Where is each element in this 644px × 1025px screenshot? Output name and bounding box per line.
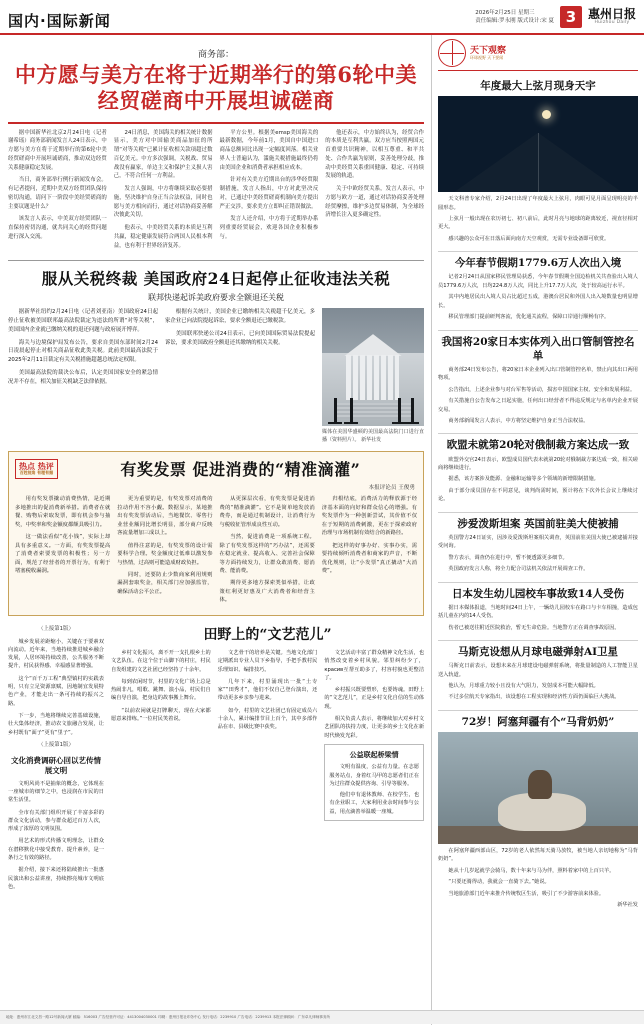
paragraph: 文明有温度，公益有力量。在志愿服务站点，身着红马甲的志愿者们正在为过往群众提供咨询、引导等服务。 bbox=[329, 764, 420, 787]
paragraph: 欧盟外交官24日表示，欧盟成员国代表未就第20轮对俄制裁方案达成一致，相关磋商将继续进行。 bbox=[438, 456, 638, 472]
section-title: 国内·国际新闻 bbox=[8, 12, 111, 30]
paragraph: 24日消息，美国海关的相关统计数据显示，美方对中国输美商品加征的所谓“对等关税”已累计征收相关款项超过数百亿美元。中方多次强调，关税战、贸易战没有赢家，单边主义和保护主义损人害己，不符合任何一方利益。 bbox=[113, 129, 213, 180]
rail-item bbox=[438, 641, 638, 711]
paragraph: 乡村振兴既要塑形，也要铸魂。田野上的“文艺范儿”，正是乡村文化自信的生动体现。 bbox=[324, 687, 425, 710]
paragraph: 在阿塞拜疆西部山区，72岁的老人依然每天骑马放牧，被当地人亲切地称为“马背奶奶”。 bbox=[438, 848, 638, 863]
hot-col-1 bbox=[15, 495, 110, 609]
editor-credits: 责任编辑:罗永刚 版式设计:宋 夏 bbox=[475, 18, 554, 24]
moon-icon bbox=[542, 110, 551, 119]
rail-headline: 年度最大上弦月现身天宇 bbox=[480, 80, 596, 92]
paragraph: 商务部24日发布公告，将20家日本企业列入出口管制管控名单，禁止向其出口两用物项。 bbox=[438, 366, 638, 382]
sub-article-title: 公益联起桥梁情 bbox=[349, 750, 399, 759]
page-body bbox=[0, 35, 644, 1025]
rail-text bbox=[438, 366, 638, 426]
continued-source-1: （上接第1版） bbox=[38, 625, 74, 632]
paragraph: 当地旅游部门近年来推介传统牧区生活，吸引了不少游客前来体验。 bbox=[448, 890, 605, 897]
paragraph: 乡村文化振兴，离不开一支扎根乡土的文艺队伍。在这个位于山脚下的村庄，村民自发组建的文艺社团已经坚持了十余年。 bbox=[111, 649, 211, 673]
page-number: 3 bbox=[560, 6, 582, 28]
paragraph: 同时，还要防止少数商家利用规则漏洞套取奖金，相关部门应加强监管，确保活动公平公正。 bbox=[117, 572, 213, 595]
page-footer bbox=[0, 1010, 644, 1024]
badge-line-2: 热评 bbox=[37, 460, 54, 471]
paragraph: 当然，促进消费是一项系统工程。除了有奖发票这样的“巧办法”，还需要在稳定就业、提高收入、完善社会保障等方面持续发力，让群众敢消费、愿消费、能消费。 bbox=[219, 534, 315, 574]
rail-text bbox=[438, 534, 638, 574]
masthead-meta bbox=[475, 9, 554, 26]
monument-edge bbox=[538, 133, 539, 193]
rail-headline: 我国将20家日本实体列入出口管制管控名单 bbox=[441, 335, 635, 362]
paragraph: 把这样的好事办好、实事办实，需要持续倾听消费者和商家的声音，不断优化规则，让“小发票”真正撬动“大消费”。 bbox=[321, 542, 417, 574]
paragraph: 英国政府发言人称，将全力配合司法机关依法开展调查工作。 bbox=[448, 566, 589, 573]
paragraph: 移民管理部门提前研判客流，优化通关流程，保障口岸通行顺畅有序。 bbox=[448, 314, 610, 321]
paragraph: 伤者已被送往附近医院救治，暂无生命危险。当地警方正在调查事故原因。 bbox=[448, 624, 620, 631]
paragraph: 商务部新闻发言人表示，中方将坚定维护自身正当合法权益。 bbox=[448, 418, 589, 425]
paragraph: 期待更多地方探索类似举措，让政策红利更好惠及广大消费者和经营主体。 bbox=[219, 580, 315, 604]
tripod-icon bbox=[392, 398, 406, 424]
rail-title: 天下观察 bbox=[470, 45, 507, 56]
lead-headline: 中方愿与美方在将于近期举行的第6轮中美经贸磋商中开展坦诚磋商 bbox=[14, 62, 418, 114]
night-sky-photo bbox=[438, 96, 638, 192]
paragraph: 由于部分成员国存在不同意见，谈判尚需时间，预计将在下次外长会议上继续讨论。 bbox=[438, 487, 638, 503]
columns-row bbox=[346, 355, 399, 400]
paragraph: 美国最高法院的裁决公布后，认定美国国家安全的紧急情况并不存在，相关加征关税缺乏法律依据。 bbox=[8, 369, 158, 385]
paragraph: “只要还骑得动，我就会一直骑下去。”她说。 bbox=[448, 879, 550, 886]
paragraph: 更为重要的是，有奖发票对消费的拉动作用不容小觑。数据显示，某地推出有奖发票活动后，当地餐饮、零售行业营业额同比增长明显，部分商户反映客流量增加三成以上。 bbox=[117, 496, 213, 537]
paragraph: 归根结底，消费活力的释放源于经济基本面的向好和群众信心的增强。有奖发票作为一种创新尝试，其价值不仅在于短期的消费刺激，更在于探索政府治理与市场机制有效结合的新路径。 bbox=[321, 496, 417, 537]
hot-topic-box bbox=[8, 451, 424, 616]
story2-text-col-1 bbox=[8, 308, 158, 444]
paragraph: 每到农闲时节，村里的文化广场上总是热闹非凡，唱歌、跳舞、演小品，村民们自编自导自演，把身边的故事搬上舞台。 bbox=[111, 678, 211, 702]
continued-subheadline: 文化消费调研心回以艺传情展文明 bbox=[11, 755, 101, 776]
paragraph: 当日，商务部举行例行新闻发布会。有记者提问，近期中美双方经贸团队保持密切沟通，请问下一阶段中美经贸磋商的主要议题是什么？ bbox=[8, 177, 107, 210]
rail-item bbox=[438, 75, 638, 252]
tripod-icon bbox=[405, 398, 419, 424]
paragraph: 平方公里。根据美emsp美国海关的最新数据，今年前1月，美国自中国进口商品总额同比出现一定幅度回落。相关业界人士普遍认为，滥施关税措施最终仍将由美国企业和消费者承担相应成本。 bbox=[219, 129, 319, 171]
paragraph: 全市有关部门组织开展了丰富多彩的群众文化活动，参与群众超过百万人次，形成了浓厚的文明氛围。 bbox=[8, 809, 104, 833]
story2-subhead: 联邦快递起诉美政府要求全额退还关税 bbox=[148, 293, 284, 303]
hot-topic-header bbox=[15, 457, 417, 480]
paragraph: 其中内地居民出入境人员占比超过五成，港澳台居民和外国人出入境数量也明显增长。 bbox=[438, 294, 638, 309]
paragraph: 上弦月一般出现在农历初七、初八前后，此时月亮与地球的距离较近，视直径相对更大。 bbox=[438, 216, 638, 231]
hot-topic-badge bbox=[15, 459, 58, 479]
main-column bbox=[0, 35, 432, 1025]
rail-item bbox=[438, 434, 638, 512]
paragraph: 这个“百千万工程”典型镇村的实践表明，只有立足资源禀赋，因地制宜发展特色产业，才能走出一条可持续的振兴之路。 bbox=[8, 675, 104, 707]
story2-headline: 服从关税终裁 美国政府24日起停止征收违法关税 bbox=[41, 269, 391, 289]
lead-body bbox=[8, 129, 424, 255]
divider-red bbox=[8, 122, 424, 124]
paragraph: 文明风尚不是抽象的概念，它体现在一座城市的细节之中，也浸润在市民的日常生活里。 bbox=[8, 780, 104, 804]
paragraph: 根据有关统计，美国企业已缴纳相关关税超千亿美元，多家企业已向法院提起诉讼，要求全额退还已缴税款。 bbox=[165, 309, 315, 324]
feature-story bbox=[111, 623, 424, 895]
paragraph: 感兴趣的公众可在日落后面向南方天空观赏，无需专业设备即可欣赏。 bbox=[448, 235, 610, 242]
hot-col-4 bbox=[322, 495, 417, 609]
hot-topic-headline: 有奖发票 促进消费的“精准滴灌” bbox=[120, 460, 361, 480]
masthead bbox=[0, 0, 644, 35]
badge-line-1: 热点 bbox=[19, 460, 35, 471]
rail-item bbox=[438, 331, 638, 435]
paragraph: 据日本媒体报道，当地时间24日上午，一辆幼儿园校车在路口与卡车相撞，造成包括儿童在内的14人受伤。 bbox=[438, 604, 638, 620]
rail-headline: 马斯克设想从月球电磁弹射AI卫星 bbox=[457, 646, 619, 659]
lead-col-4 bbox=[325, 129, 424, 255]
badge-subtitle: 百姓视角 有理有据 bbox=[19, 470, 54, 476]
paragraph: 这一做法看似“花小钱”，实际上却具有多重意义。一方面，有奖发票提高了消费者索要发票的积极性；另一方面，规范了经营者的开票行为，有利于堵塞税收漏洞。 bbox=[15, 534, 111, 574]
masthead-right bbox=[475, 6, 636, 28]
paragraph: 他还表示，中方始终认为，经贸合作的本质是互利共赢。双方应当按照两国元首重要共识精神，以相互尊重、和平共处、合作共赢为原则，妥善处理分歧，推动中美经贸关系重回健康、稳定、可持续发展的轨道。 bbox=[325, 129, 424, 180]
globe-icon bbox=[438, 39, 466, 67]
lead-col-1 bbox=[8, 129, 107, 255]
hot-col-2 bbox=[117, 495, 212, 609]
rail-headline: 今年春节假期1779.6万人次出入境 bbox=[454, 257, 622, 270]
paragraph: 不过多位航天专家指出，该设想在工程实现和经济性方面仍面临巨大挑战。 bbox=[448, 694, 620, 701]
paragraph: 相关负责人表示，将继续加大对乡村文艺团队的扶持力度，让更多的乡土文化在新时代焕发光彩。 bbox=[324, 716, 425, 739]
story2-figure bbox=[322, 308, 424, 444]
paragraph: 他们中有退休教师、在校学生，也有企业职工，大家利用业余时间参与公益，用点滴善举温暖一座城。 bbox=[329, 792, 420, 815]
horse-rider-photo bbox=[438, 732, 638, 844]
sub-article-box bbox=[324, 744, 424, 821]
right-rail bbox=[432, 35, 644, 1025]
hot-col-3 bbox=[220, 495, 315, 609]
rail-text bbox=[438, 273, 638, 321]
paragraph: 据介绍，接下来还将陆续推出一批惠民演出和公益讲座，持续擦亮城市文明底色。 bbox=[8, 867, 104, 891]
paragraph: 发言人强调，中方将继续采取必要措施，坚决维护自身正当合法权益，同时也愿与美方相向而行，通过对话协商妥善解决彼此关切。 bbox=[113, 186, 213, 219]
footer-text: 地址：惠州市江北文昌一路12号新闻大厦 邮编：516003 广告经营许可证：4413004030001 印刷：惠州日报社印务中心 发行电话：2239910 广告电话：2239913 本报法律顾问：广东卓凡律师事务所 bbox=[6, 1015, 331, 1019]
tripod-icon bbox=[344, 398, 358, 424]
rail-logo-text bbox=[470, 46, 506, 61]
rail-text bbox=[438, 604, 638, 632]
paragraph: 文艺骨干的培养是关键。当地文化部门定期派出专业人员下乡指导，手把手教村民乐理知识、编排技巧。 bbox=[217, 649, 318, 673]
paragraph: 警方表示，调查仍在进行中，暂不便透露更多细节。 bbox=[448, 554, 568, 561]
feature-headline: 田野上的“文艺范儿” bbox=[203, 626, 332, 643]
bottom-section bbox=[8, 623, 424, 895]
paragraph: 几年下来，村里涌现出一批“土专家”“田秀才”，他们不仅自己登台演出，还带动更多乡亲参与进来。 bbox=[217, 678, 318, 702]
lead-col-2 bbox=[114, 129, 213, 255]
tripod-icon bbox=[328, 398, 342, 424]
rail-headline: 涉爱泼斯坦案 英国前驻美大使被捕 bbox=[457, 517, 619, 530]
paragraph: 文艺活动丰富了群众精神文化生活，也悄然改变着乡村风貌。邻里纠纷少了，красив互帮互助多了，村容村貌也更整洁了。 bbox=[324, 649, 425, 681]
paragraph: 有关措施自公告发布之日起实施，任何出口经营者不得违反规定与名单内企业开展交易。 bbox=[438, 398, 638, 413]
paper-logo bbox=[588, 8, 636, 26]
continued-column bbox=[8, 623, 104, 895]
lead-col-3 bbox=[220, 129, 319, 255]
rail-text bbox=[438, 847, 638, 910]
lead-kicker: 商务部： bbox=[197, 50, 234, 60]
paragraph: 马斯克日前表示，设想未来在月球建设电磁弹射系统，将批量制造的人工智能卫星送入轨道。 bbox=[438, 663, 638, 678]
paragraph: “以前农闲就是打牌聊天，现在大家都愿意来排练。”一位村民笑着说。 bbox=[111, 707, 211, 723]
paragraph: 海关与边境保护局发布公告，要求自美国东部时间2月24日凌晨起停止对相关商品征收此类关税。此前美国最高法院于2025年2月11日裁定有关关税措施超越总统法定权限。 bbox=[8, 339, 158, 363]
rail-item bbox=[438, 252, 638, 330]
rail-headline: 日本发生幼儿园校车事故致14人受伤 bbox=[451, 587, 625, 600]
paragraph: 发言人还介绍，中方将于近期举办系列重要经贸展会，欢迎各国企业积极参与。 bbox=[219, 216, 319, 240]
rail-item bbox=[438, 513, 638, 583]
rail-text bbox=[438, 195, 638, 243]
story2-text-col-2 bbox=[165, 308, 315, 444]
paragraph: 据新华社纽约2月24日电（记者刘亚南）美国政府24日起停止征收被美国联邦最高法院裁定为违法的所谓“对等关税”，美国国内企业就已缴纳关税的退还问题与政府展开博弈。 bbox=[8, 309, 158, 333]
paragraph: 值得注意的是，有奖发票的设计需要科学合理。奖金额度过低难以激发参与热情，过高则可能造成财政负担。 bbox=[117, 542, 213, 566]
paper-name-en: Huizhou Daily bbox=[594, 20, 630, 26]
hot-topic-byline: 本报评论员 王俊勇 bbox=[368, 485, 415, 492]
paragraph: 用有奖发票撬动消费热情，是近期多地推出的促消费新举措。消费者在就餐、购物后索取发票，即有机会参与抽奖，中奖率和奖金额度都颇具吸引力。 bbox=[15, 496, 111, 528]
feature-col-3 bbox=[324, 649, 424, 821]
feature-col-2 bbox=[218, 649, 318, 821]
rail-logo bbox=[438, 39, 638, 71]
feature-col-1 bbox=[111, 649, 211, 821]
paragraph: 关于中欧经贸关系，发言人表示，中方愿与欧方一道，通过对话协商妥善处理经贸摩擦，维护多边贸易体制，为全球经济增长注入更多确定性。 bbox=[325, 186, 424, 219]
rail-text bbox=[438, 662, 638, 702]
feature-body bbox=[111, 649, 424, 821]
paper-name-cn: 惠州日报 bbox=[587, 6, 636, 21]
rail-subtitle: 环球视野 天下要闻 bbox=[470, 54, 504, 60]
rider-shape bbox=[528, 770, 552, 799]
hot-topic-body bbox=[15, 495, 417, 609]
rail-headline: 欧盟未就第20轮对俄制裁方案达成一致 bbox=[446, 439, 630, 452]
rail-item bbox=[438, 711, 638, 918]
paragraph: 英国警方24日证实，因涉及爱泼斯坦案相关调查，英国前驻美国大使已被逮捕并接受问询。 bbox=[438, 534, 638, 550]
story2 bbox=[8, 308, 424, 444]
paragraph: 该发言人表示，中美双方经贸团队一直保持密切沟通，就共同关心的经贸问题进行深入交流。 bbox=[8, 216, 107, 240]
paragraph: 他表示，中美经贸关系的本质是互利共赢，稳定健康发展符合两国人民根本利益，也有利于世界经济复苏。 bbox=[113, 225, 213, 249]
paragraph: 城乡发展差距缩小，关键在于要素双向流动。近年来，当地持续推进城乡融合发展，人居环境持续改善，公共服务不断提升，村民获得感、幸福感显著增强。 bbox=[8, 638, 104, 670]
paragraph: 从更深层次看，有奖发票是促进消费的“精准滴灌”。它不是简单地发放消费券，而是通过机制设计，让消费行为与税收征管形成良性互动。 bbox=[219, 496, 315, 528]
continued-source-2: （上接第1版） bbox=[38, 741, 74, 748]
rail-item bbox=[438, 583, 638, 641]
rail-headline: 72岁！阿塞拜疆有个“马背奶奶” bbox=[461, 715, 615, 728]
paragraph: 记者2月24日从国家移民管理局获悉，今年春节假期全国边检机关共查验出入境人员1779.6万人次，日均224.8万人次，同比上升17.7万人次，处于较高运行水平。 bbox=[438, 274, 638, 289]
paragraph: 美国联邦快递公司24日表示，已向美国国际贸易法院提起诉讼，要求美国政府全额退还其缴纳的相关关税。 bbox=[165, 330, 315, 346]
paragraph: 如今，村里的文艺社团已有固定成员六十余人，累计编排节目上百个，其中多部作品在市、县级比赛中获奖。 bbox=[217, 707, 318, 731]
paragraph: 天文科普专家介绍，2月24日出现了年度最大上弦月，肉眼可见月面呈现明亮的半圆形态。 bbox=[438, 196, 638, 211]
paragraph: 他认为，月球重力较小且没有大气阻力，发射成本可能大幅降低。 bbox=[448, 683, 599, 690]
paragraph: 她从十几岁起就学会骑马，数十年来与马为伴，照料着家中的上百只羊。 bbox=[448, 867, 615, 874]
paragraph: 用艺术的形式传播文明理念，让群众在潜移默化中接受教育、提升素养，是一条行之有效的路径。 bbox=[8, 838, 104, 862]
photo-credit: 新华社发 bbox=[617, 902, 638, 909]
rail-text bbox=[438, 456, 638, 504]
paragraph: 下一步，当地将继续完善基础设施，壮大集体经济，推动农文旅融合发展，让乡村既有“面子”更有“里子”。 bbox=[8, 713, 104, 736]
paragraph: 公告指出，上述企业参与对台军售等活动，损害中国国家主权、安全和发展利益。 bbox=[448, 386, 636, 393]
issue-date: 2026年2月25日 星期三 bbox=[475, 9, 535, 16]
paragraph: 针对有关美方近期出台的涉华经贸限制措施，发言人指出，中方对此坚决反对，已通过中美经贸磋商机制向美方提出严正交涉，要求美方立即纠正错误做法。 bbox=[219, 177, 319, 210]
story2-caption: 媒体在美国华盛顿的美国最高法院门口进行直播（资料照片）。 新华社发 bbox=[322, 429, 424, 443]
paragraph: 据悉，该方案涉及能源、金融和运输等多个领域的新增限制措施。 bbox=[448, 476, 599, 483]
paragraph: 据中国新华社北京2月24日电（记者谢希瑶）商务部新闻发言人24日表示，中方愿与美方在将于近期举行的第6轮中美经贸磋商中开展坦诚磋商，推动双边经贸关系健康稳定发展。 bbox=[8, 129, 107, 171]
divider bbox=[8, 260, 424, 261]
courthouse-photo bbox=[322, 308, 424, 426]
